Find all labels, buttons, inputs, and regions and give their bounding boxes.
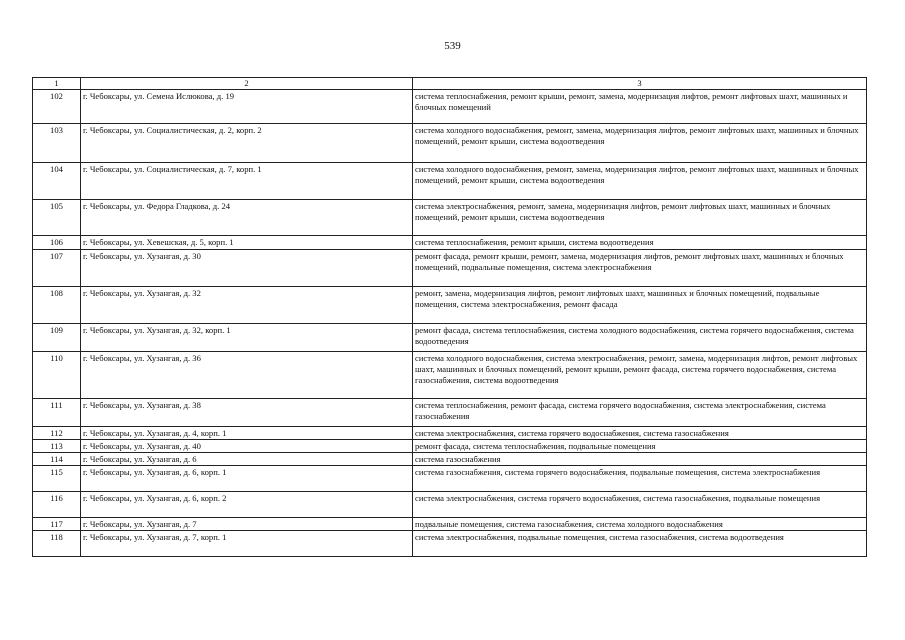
table-row	[33, 236, 867, 250]
row-number: 105	[33, 200, 81, 236]
column-header-works: 3	[413, 78, 867, 90]
table-row	[33, 399, 867, 427]
row-address: г. Чебоксары, ул. Хузангая, д. 40	[81, 440, 413, 453]
row-works: система электроснабжения, ремонт, замена, модернизация лифтов, ремонт лифтовых шахт, машинных и блочных помещений, ремонт крыши, система водоотведения	[413, 200, 867, 236]
row-number: 113	[33, 440, 81, 453]
page-number: 539	[444, 40, 461, 52]
row-address: г. Чебоксары, ул. Хузангая, д. 36	[81, 352, 413, 399]
row-number: 103	[33, 124, 81, 163]
row-works: ремонт, замена, модернизация лифтов, ремонт лифтовых шахт, машинных и блочных помещений, подвальные помещения, система электроснабжения, ремонт фасада	[413, 287, 867, 324]
row-address: г. Чебоксары, ул. Хузангая, д. 7, корп. 1	[81, 531, 413, 557]
row-address: г. Чебоксары, ул. Хузангая, д. 30	[81, 250, 413, 287]
table-row	[33, 250, 867, 287]
row-number: 116	[33, 492, 81, 518]
row-address: г. Чебоксары, ул. Социалистическая, д. 7, корп. 1	[81, 163, 413, 200]
table-row	[33, 466, 867, 492]
row-works: система холодного водоснабжения, ремонт, замена, модернизация лифтов, ремонт лифтовых шахт, машинных и блочных помещений, ремонт крыши, система водоотведения	[413, 124, 867, 163]
row-number: 115	[33, 466, 81, 492]
table-row	[33, 163, 867, 200]
row-works: подвальные помещения, система газоснабжения, система холодного водоснабжения	[413, 518, 867, 531]
row-number: 118	[33, 531, 81, 557]
row-address: г. Чебоксары, ул. Хузангая, д. 6	[81, 453, 413, 466]
table-row	[33, 287, 867, 324]
row-address: г. Чебоксары, ул. Хузангая, д. 6, корп. 2	[81, 492, 413, 518]
row-number: 108	[33, 287, 81, 324]
table-row	[33, 427, 867, 440]
row-address: г. Чебоксары, ул. Семена Ислюкова, д. 19	[81, 90, 413, 124]
table-row	[33, 324, 867, 352]
row-works: система холодного водоснабжения, ремонт, замена, модернизация лифтов, ремонт лифтовых шахт, машинных и блочных помещений, ремонт крыши, система водоотведения	[413, 163, 867, 200]
table-row	[33, 90, 867, 124]
row-address: г. Чебоксары, ул. Хузангая, д. 4, корп. 1	[81, 427, 413, 440]
table-header-row	[33, 78, 867, 90]
row-works: система теплоснабжения, ремонт крыши, система водоотведения	[413, 236, 867, 250]
row-works: система газоснабжения	[413, 453, 867, 466]
column-header-address: 2	[81, 78, 413, 90]
row-number: 117	[33, 518, 81, 531]
row-number: 114	[33, 453, 81, 466]
row-number: 111	[33, 399, 81, 427]
row-works: ремонт фасада, ремонт крыши, ремонт, замена, модернизация лифтов, ремонт лифтовых шахт, машинных и блочных помещений, подвальные помещения, система электроснабжения	[413, 250, 867, 287]
row-address: г. Чебоксары, ул. Хузангая, д. 6, корп. 1	[81, 466, 413, 492]
table-row	[33, 492, 867, 518]
table-row	[33, 440, 867, 453]
row-works: система теплоснабжения, ремонт крыши, ремонт, замена, модернизация лифтов, ремонт лифтовых шахт, машинных и блочных помещений	[413, 90, 867, 124]
row-number: 110	[33, 352, 81, 399]
row-number: 107	[33, 250, 81, 287]
row-address: г. Чебоксары, ул. Социалистическая, д. 2, корп. 2	[81, 124, 413, 163]
row-works: ремонт фасада, система теплоснабжения, подвальные помещения	[413, 440, 867, 453]
row-address: г. Чебоксары, ул. Хузангая, д. 32, корп. 1	[81, 324, 413, 352]
table-row	[33, 518, 867, 531]
row-works: система электроснабжения, подвальные помещения, система газоснабжения, система водоотведения	[413, 531, 867, 557]
row-number: 112	[33, 427, 81, 440]
table-row	[33, 453, 867, 466]
column-header-number: 1	[33, 78, 81, 90]
row-number: 104	[33, 163, 81, 200]
row-works: система электроснабжения, система горячего водоснабжения, система газоснабжения, подвальные помещения	[413, 492, 867, 518]
row-address: г. Чебоксары, ул. Хевешская, д. 5, корп. 1	[81, 236, 413, 250]
row-number: 106	[33, 236, 81, 250]
row-address: г. Чебоксары, ул. Хузангая, д. 32	[81, 287, 413, 324]
row-works: система теплоснабжения, ремонт фасада, система горячего водоснабжения, система электроснабжения, система газоснабжения	[413, 399, 867, 427]
row-works: ремонт фасада, система теплоснабжения, система холодного водоснабжения, система горячего водоснабжения, система водоотведения	[413, 324, 867, 352]
table-row	[33, 531, 867, 557]
table-row	[33, 200, 867, 236]
row-number: 109	[33, 324, 81, 352]
table-row	[33, 352, 867, 399]
row-address: г. Чебоксары, ул. Хузангая, д. 38	[81, 399, 413, 427]
registry-table	[32, 77, 867, 557]
row-works: система электроснабжения, система горячего водоснабжения, система газоснабжения	[413, 427, 867, 440]
table-row	[33, 124, 867, 163]
row-number: 102	[33, 90, 81, 124]
row-works: система холодного водоснабжения, система электроснабжения, ремонт, замена, модернизация лифтов, ремонт лифтовых шахт, машинных и блочных помещений, ремонт крыши, ремонт фасада, система горячего водоснабжения, система газоснабжения, система водоотведения	[413, 352, 867, 399]
row-address: г. Чебоксары, ул. Хузангая, д. 7	[81, 518, 413, 531]
row-works: система газоснабжения, система горячего водоснабжения, подвальные помещения, система электроснабжения	[413, 466, 867, 492]
row-address: г. Чебоксары, ул. Федора Гладкова, д. 24	[81, 200, 413, 236]
